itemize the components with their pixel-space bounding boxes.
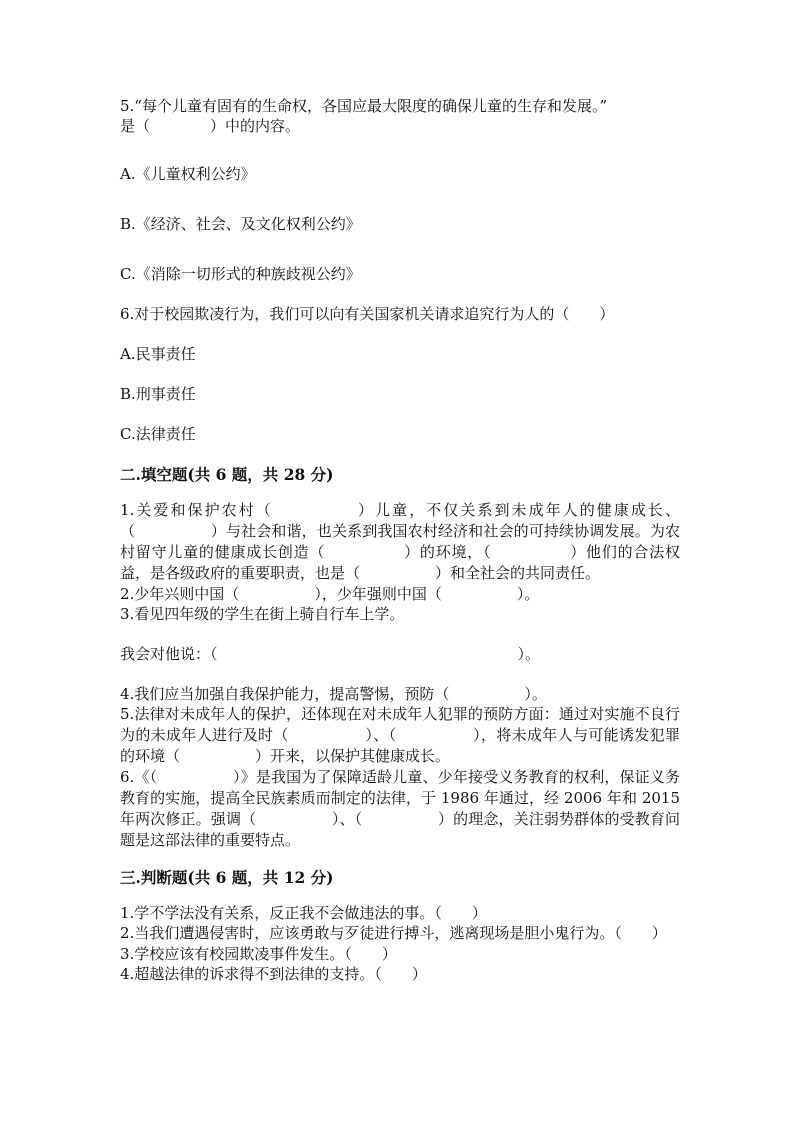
section-2-fill-in-blanks [120,500,680,851]
fill-item-5: 5.法律对未成年人的保护，还体现在对未成年人犯罪的预防方面：通过对实施不良行为的未成年人进行及时（ ）、（ ），将未成年人与可能诱发犯罪的环境（ ）开来，以保护其健康成长。 [120,705,680,765]
question-6-option-a: A.民事责任 [120,345,196,363]
fill-item-2: 2.少年兴则中国（ ），少年强则中国（ ）。 [120,585,540,603]
judge-item-2: 2.当我们遭遇侵害时，应该勇敢与歹徒进行搏斗，逃离现场是胆小鬼行为。（ ） [120,924,667,942]
question-6-stem: 6.对于校园欺凌行为，我们可以向有关国家机关请求追究行为人的（ ） [120,305,615,323]
fill-item-6: 6.《（ ）》是我国为了保障适龄儿童、少年接受义务教育的权利，保证义务教育的实施，提高全民族素质而制定的法律，于 1986 年通过，经 2006 年和 2015 年两次修正。强调（ ）、（ ）的理念，关注弱势群体的受教育问题是这部法律的重要特点。 [120,768,680,849]
fill-item-3: 3.看见四年级的学生在街上骑自行车上学。 [120,605,405,623]
fill-item-3-answer: 我会对他说：（ ）。 [120,645,541,663]
section-3-true-false [120,903,680,984]
judge-item-4: 4.超越法律的诉求得不到法律的支持。（ ） [120,965,427,983]
fill-item-1: 1.关爱和保护农村（ ）儿童，不仅关系到未成年人的健康成长、（ ）与社会和谐，也关系到我国农村经济和社会的可持续协调发展。为农村留守儿童的健康成长创造（ ）的环境，（ ）他们的合法权益，是各级政府的重要职责，也是（ ）和全社会的共同责任。 [120,501,680,582]
question-6-option-c: C.法律责任 [120,425,196,443]
question-5-option-c: C.《消除一切形式的种族歧视公约》 [120,265,361,283]
judge-item-3: 3.学校应该有校园欺凌事件发生。（ ） [120,945,397,963]
question-5-stem-line-2: 是（ ）中的内容。 [120,117,301,135]
judge-item-1: 1.学不学法没有关系，反正我不会做违法的事。（ ） [120,904,487,922]
question-5-option-a: A.《儿童权利公约》 [120,165,256,183]
question-5-stem-line-1: 5.“每个儿童有固有的生命权，各国应最大限度的确保儿童的生存和发展。” [120,97,608,115]
section-2-heading: 二.填空题(共 6 题，共 28 分) [120,465,334,484]
fill-item-4: 4.我们应当加强自我保护能力，提高警惕，预防（ ）。 [120,685,547,703]
question-5 [120,96,680,284]
question-6-option-b: B.刑事责任 [120,385,196,403]
question-5-option-b: B.《经济、社会、及文化权利公约》 [120,215,361,233]
section-3-heading: 三.判断题(共 6 题，共 12 分) [120,868,334,887]
exam-page [120,96,680,984]
question-6 [120,304,680,444]
